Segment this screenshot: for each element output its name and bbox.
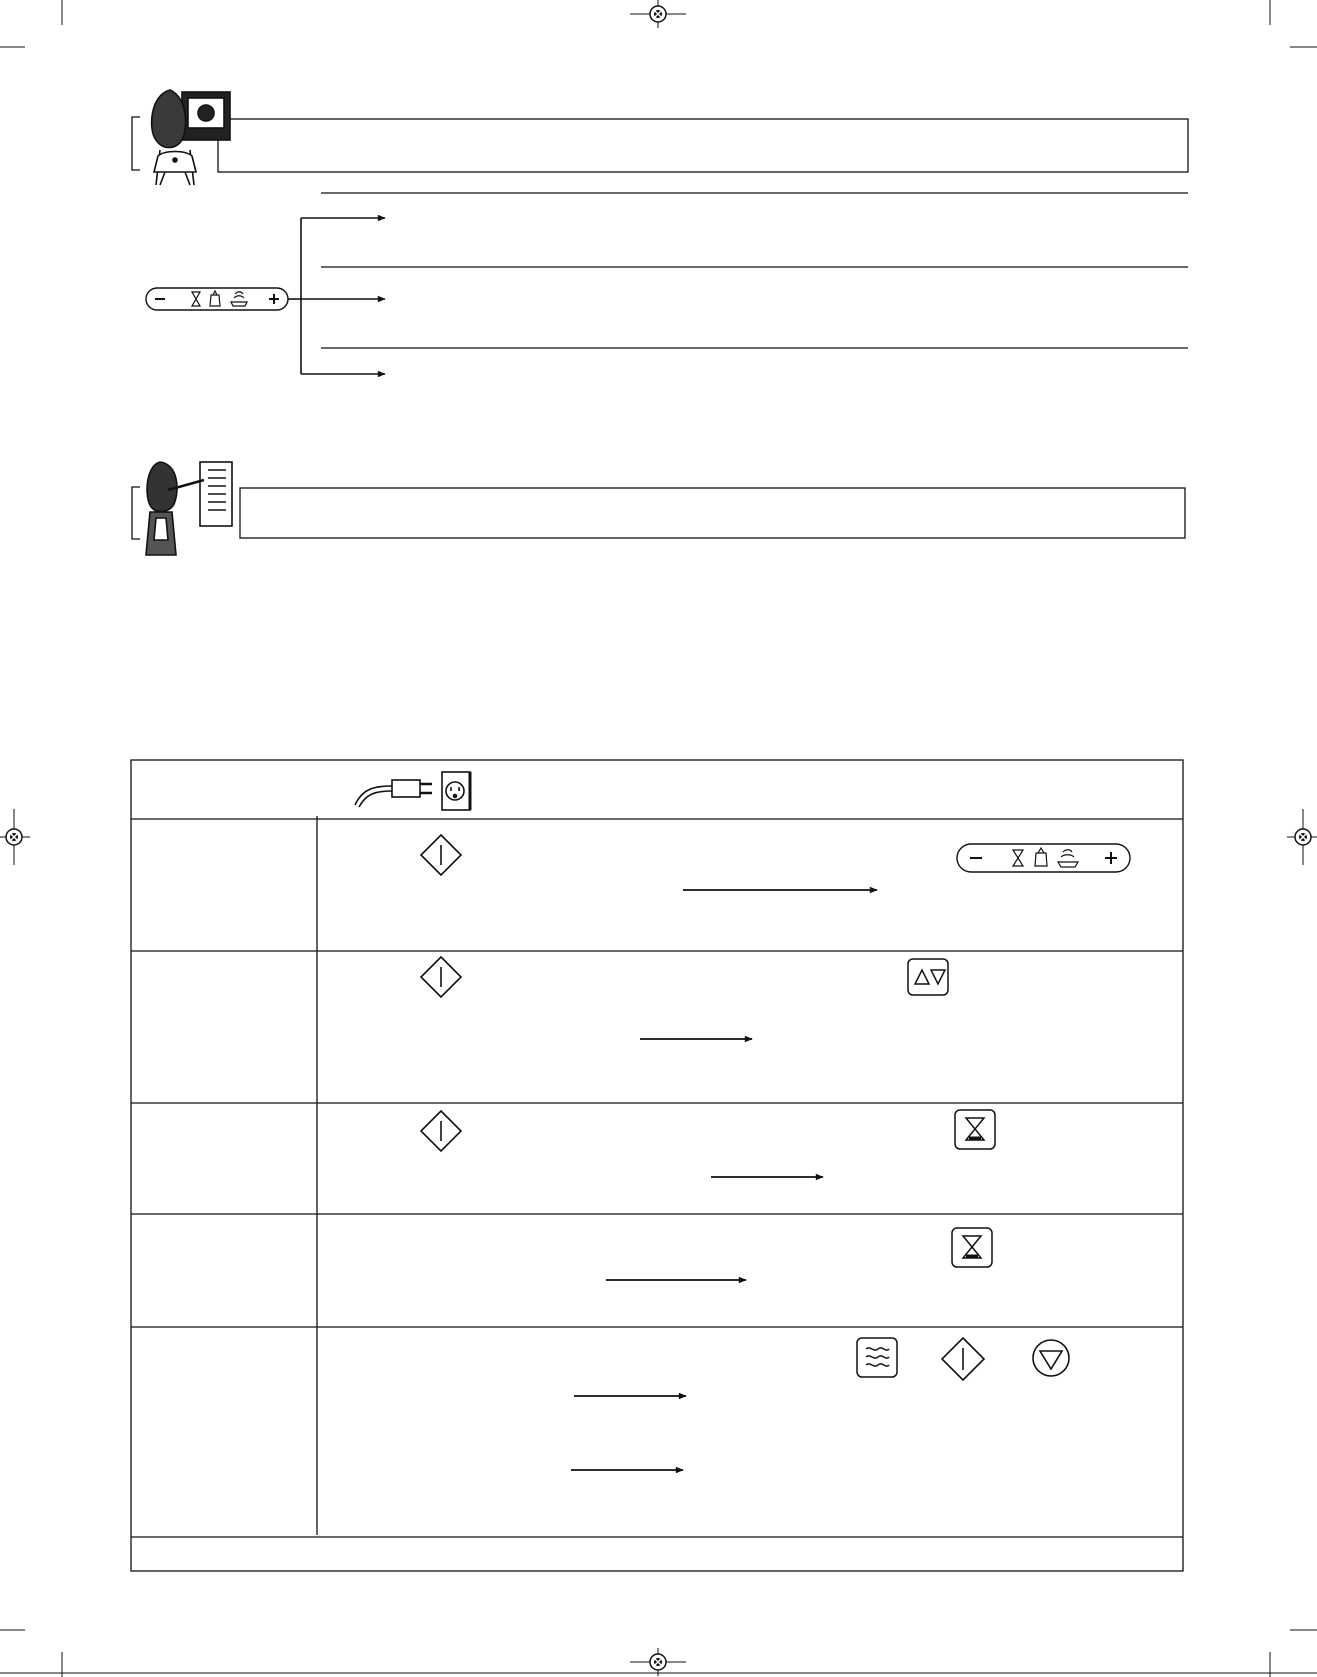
- start-diamond-icon-row5: [942, 1338, 984, 1380]
- stop-circle-icon: [1033, 1340, 1069, 1376]
- section-top-rules: [321, 193, 1188, 348]
- wall-outlet-icon: [442, 772, 470, 810]
- instruction-table: [131, 760, 1183, 1571]
- control-strip-icon: [957, 844, 1130, 872]
- up-down-arrows-icon: [908, 959, 948, 995]
- hourglass-button-icon: [955, 1110, 995, 1149]
- section-mid-header-text: [252, 500, 1172, 528]
- hourglass-button-icon-row4: [952, 1228, 992, 1267]
- start-diamond-icon-row3: [421, 1111, 461, 1151]
- registration-mark-right: [1295, 829, 1311, 845]
- power-plug-icon: [355, 780, 432, 807]
- registration-mark-bottom: [650, 1654, 666, 1670]
- control-strip-left: [146, 288, 288, 310]
- start-diamond-icon: [421, 835, 461, 875]
- registration-mark-left: [6, 829, 22, 845]
- table-footer-text: [140, 1542, 1170, 1566]
- branch-arrows: [288, 218, 385, 374]
- section-top-header-text: [230, 132, 1170, 162]
- start-diamond-icon-row2: [421, 957, 461, 997]
- wave-button-icon: [857, 1338, 897, 1377]
- woman-at-control-panel-illustration: [146, 462, 232, 555]
- registration-mark-top: [650, 6, 666, 22]
